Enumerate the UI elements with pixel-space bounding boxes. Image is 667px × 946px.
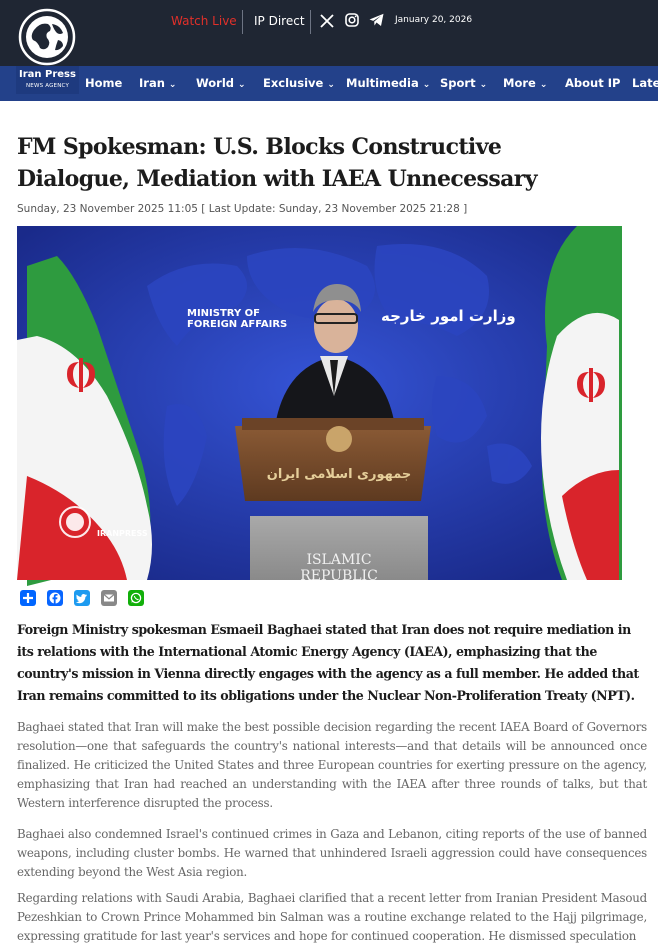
sign-text-en-2: FOREIGN AFFAIRS [187, 319, 288, 330]
podium-text-en-2: REPUBLIC [300, 568, 378, 584]
chevron-down-icon: ⌄ [168, 80, 177, 90]
instagram-icon[interactable] [345, 13, 359, 27]
top-bar [0, 0, 658, 66]
article-lead: Foreign Ministry spokesman Esmaeil Baghaei stated that Iran does not require mediation in its relations with the International Atomic Energy Agency (IAEA), emphasizing that the country's mission in Vienna directly engages with the agency as a full member. He added that Iran remains committed to its obligations under the Nuclear Non-Proliferation Treaty (NPT). [17, 622, 639, 703]
article-paragraph: Regarding relations with Saudi Arabia, Baghaei clarified that a recent letter from Iranian President Masoud Pezeshkian to Crown Prince Mohammed bin Salman was a routine exchange related to the Hajj pilgrimage, expressing gratitude for last year's services and hope for continued cooperation. He dismissed speculation [17, 891, 647, 943]
chevron-down-icon: ⌄ [479, 80, 488, 90]
podium [235, 418, 431, 584]
sign-text-en-1: MINISTRY OF [187, 308, 260, 319]
brand-subtitle: NEWS AGENCY [25, 83, 70, 89]
article-title: FM Spokesman: U.S. Blocks Constructive Dialogue, Mediation with IAEA Unnecessary [17, 134, 537, 192]
article-photo [17, 226, 619, 584]
nav-sport[interactable]: Sport ⌄ [440, 76, 488, 90]
chevron-down-icon: ⌄ [422, 80, 431, 90]
email-icon[interactable] [101, 590, 117, 606]
sign-text-fa: وزارت امور خارجه [381, 307, 516, 325]
press-conference-image [17, 226, 619, 584]
nav-iran[interactable]: Iran ⌄ [139, 76, 177, 90]
chevron-down-icon: ⌄ [327, 80, 335, 90]
iran-flag-right-icon [541, 226, 622, 580]
nav-latest[interactable]: Lates [632, 76, 667, 90]
brand-name: Iran Press [19, 69, 76, 80]
x-icon[interactable] [320, 14, 334, 28]
chevron-down-icon: ⌄ [539, 80, 548, 90]
watermark-text: IRANPRESS [97, 529, 148, 538]
watch-live-link[interactable]: Watch Live [171, 14, 237, 28]
nav-home[interactable]: Home [85, 76, 123, 90]
podium-text-en-1: ISLAMIC [306, 552, 372, 568]
article-dateline: Sunday, 23 November 2025 11:05 [ Last Update: Sunday, 23 November 2025 21:28 ] [17, 203, 468, 215]
nav-more[interactable]: More ⌄ [503, 76, 548, 90]
nav-about-ip[interactable]: About IP [565, 76, 621, 90]
brand-logo[interactable] [16, 66, 79, 94]
nav-multimedia[interactable]: Multimedia ⌄ [346, 76, 431, 90]
article-paragraph: Baghaei also condemned Israel's continued crimes in Gaza and Lebanon, citing reports of the use of banned weapons, including cluster bombs. He warned that unhindered Israeli aggression could have consequences extending beyond the West Asia region. [17, 827, 647, 879]
current-date: January 20, 2026 [395, 15, 473, 25]
telegram-icon[interactable] [369, 13, 384, 27]
chevron-down-icon: ⌄ [238, 80, 246, 90]
share-plus-icon[interactable] [20, 590, 36, 606]
twitter-icon[interactable] [74, 590, 90, 606]
ip-direct-link[interactable]: IP Direct [254, 14, 305, 28]
nav-exclusive[interactable]: Exclusive ⌄ [263, 76, 335, 90]
article-paragraph: Baghaei stated that Iran will make the best possible decision regarding the recent IAEA Board of Governors resolution—one that safeguards the country's national interests—and that details will be announced once finalized. He criticized the United States and three European countries for exerting pressure on the agency, emphasizing that Iran had reached an understanding with the IAEA after three rounds of talks, but that Western interference disrupted the process. [17, 720, 647, 810]
divider [242, 10, 243, 34]
divider [310, 10, 311, 34]
globe-logo-icon[interactable] [18, 8, 76, 66]
whatsapp-icon[interactable] [128, 590, 144, 606]
podium-text-fa: جمهوری اسلامی ایران [266, 467, 412, 482]
facebook-icon[interactable] [47, 590, 63, 606]
nav-world[interactable]: World ⌄ [196, 76, 246, 90]
